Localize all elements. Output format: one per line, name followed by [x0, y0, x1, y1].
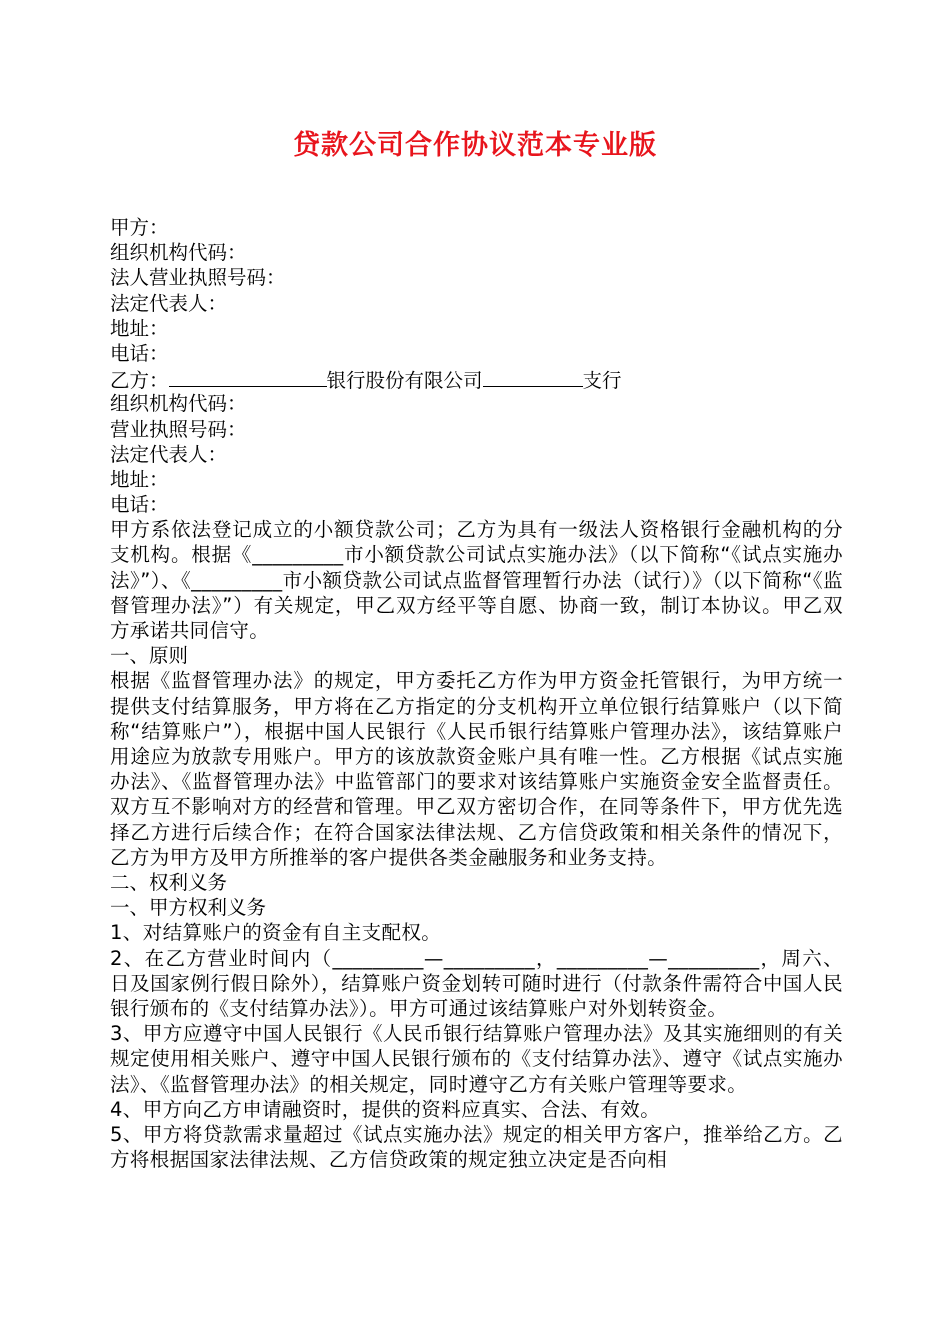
preamble-paragraph: 甲方系依法登记成立的小额贷款公司；乙方为具有一级法人资格银行金融机构的分支机构。根据《_________市小额贷款公司试点实施办法》（以下简称“《试点实施办法》”）、《_________市小额贷款公司试点监督管理暂行办法（试行）》（以下简称“《监督管理办法》”）有关规定，甲乙双方经平等自愿、协商一致，制订本协议。甲乙双方承诺共同信守。: [110, 518, 843, 643]
section-1-heading: 一、原则: [110, 644, 189, 668]
party-a-label: 甲方：: [110, 216, 169, 239]
section-2-heading: 二、权利义务: [110, 871, 228, 895]
document-title: 贷款公司合作协议范本专业版: [293, 130, 657, 161]
party-b-branch: 支行: [582, 369, 622, 393]
clause-4: 4、甲方向乙方申请融资时，提供的资料应真实、合法、有效。: [110, 1097, 661, 1121]
party-b-phone: 电话：: [110, 493, 169, 517]
party-b-license: 营业执照号码：: [110, 417, 247, 441]
party-b-prefix: 乙方：: [110, 369, 169, 393]
party-a-phone: 电话：: [110, 341, 169, 365]
party-b-line: [110, 366, 843, 391]
party-a-org-code: 组织机构代码：: [110, 241, 247, 265]
document-body: [110, 215, 843, 1172]
clause-3: 3、甲方应遵守中国人民银行《人民币银行结算账户管理办法》及其实施细则的有关规定使用相关账户、遵守中国人民银行颁布的《支付结算办法》、遵守《试点实施办法》、《监督管理办法》的相关规定，同时遵守乙方有关账户管理等要求。: [110, 1022, 843, 1096]
party-a-address: 地址：: [110, 316, 169, 340]
subsection-1-heading: 一、甲方权利义务: [110, 896, 267, 920]
blank-underline: [483, 366, 583, 387]
section-1-paragraph: 根据《监督管理办法》的规定，甲方委托乙方作为甲方资金托管银行，为甲方统一提供支付结算服务，甲方将在乙方指定的分支机构开立单位银行结算账户（以下简称“结算账户”），根据中国人民银行《人民币银行结算账户管理办法》，该结算账户用途应为放款专用账户。甲方的该放款资金账户具有唯一性。乙方根据《试点实施办法》、《监督管理办法》中监管部门的要求对该结算账户实施资金安全监督责任。双方互不影响对方的经营和管理。甲乙双方密切合作，在同等条件下，甲方优先选择乙方进行后续合作；在符合国家法律法规、乙方信贷政策和相关条件的情况下，乙方为甲方及甲方所推举的客户提供各类金融服务和业务支持。: [110, 669, 843, 869]
clause-5: 5、甲方将贷款需求量超过《试点实施办法》规定的相关甲方客户，推举给乙方。乙方将根据国家法律法规、乙方信贷政策的规定独立决定是否向相: [110, 1123, 843, 1172]
clause-1: 1、对结算账户的资金有自主支配权。: [110, 921, 442, 945]
clause-2: 2、在乙方营业时间内（_________—_________，_________—_________，周六、日及国家例行假日除外），结算账户资金划转可随时进行（付款条件需符合中国人民银行颁布的《支付结算办法》）。甲方可通过该结算账户对外划转资金。: [110, 946, 843, 1021]
party-a-rep: 法定代表人：: [110, 291, 228, 315]
party-b-address: 地址：: [110, 467, 169, 491]
blank-underline: [169, 366, 327, 387]
party-a-license: 法人营业执照号码：: [110, 266, 286, 290]
party-b-bank: 银行股份有限公司: [326, 369, 483, 393]
party-b-org-code: 组织机构代码：: [110, 392, 247, 416]
party-b-rep: 法定代表人：: [110, 442, 228, 466]
